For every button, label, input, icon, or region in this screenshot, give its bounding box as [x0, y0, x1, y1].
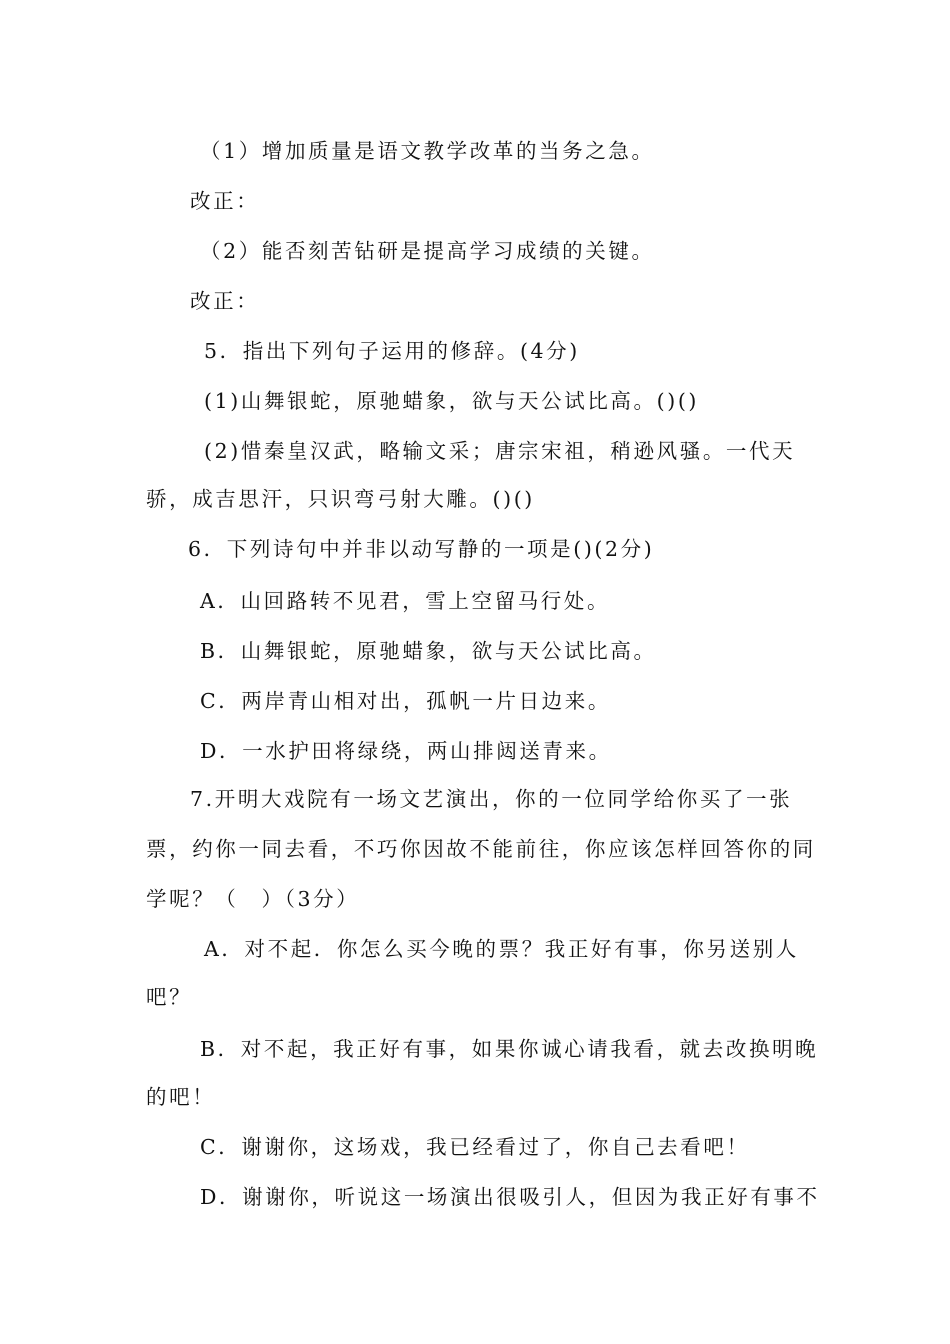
- q7-option-a-line-1: A．对不起．你怎么买今晚的票？我正好有事，你另送别人: [204, 937, 799, 961]
- q6-option-b: B．山舞银蛇，原驰蜡象，欲与天公试比高。: [200, 639, 657, 663]
- q7-line-3: 学呢？（ ）（3分）: [146, 887, 360, 911]
- q5-title: 5．指出下列句子运用的修辞。(4分): [204, 339, 580, 363]
- q7-option-a-line-2: 吧？: [146, 985, 193, 1009]
- q6-option-d: D．一水护田将绿绕，两山排闼送青来。: [200, 739, 612, 763]
- q5-item-2-line-1: (2)惜秦皇汉武，略输文采；唐宗宋祖，稍逊风骚。一代天: [204, 439, 796, 463]
- q7-option-d: D．谢谢你，听说这一场演出很吸引人，但因为我正好有事不: [200, 1185, 820, 1209]
- q7-option-b-line-2: 的吧！: [146, 1085, 216, 1109]
- q4-correction-2: 改正：: [190, 289, 260, 313]
- q4-correction-1: 改正：: [190, 189, 260, 213]
- q6-title: 6．下列诗句中并非以动写静的一项是()(2分): [188, 537, 655, 561]
- q6-option-a: A．山回路转不见君，雪上空留马行处。: [200, 589, 611, 613]
- q4-item-2: （2）能否刻苦钻研是提高学习成绩的关键。: [200, 239, 655, 263]
- q7-option-c: C．谢谢你，这场戏，我已经看过了，你自己去看吧！: [200, 1135, 750, 1159]
- q5-item-2-line-2: 骄，成吉思汗，只识弯弓射大雕。()(): [146, 487, 535, 511]
- q6-option-c: C．两岸青山相对出，孤帆一片日边来。: [200, 689, 611, 713]
- q4-item-1: （1）增加质量是语文教学改革的当务之急。: [200, 139, 655, 163]
- q7-line-1: 7.开明大戏院有一场文艺演出，你的一位同学给你买了一张: [190, 787, 793, 811]
- q7-option-b-line-1: B．对不起，我正好有事，如果你诚心请我看，就去改换明晚: [200, 1037, 819, 1061]
- q7-line-2: 票，约你一同去看，不巧你因故不能前往，你应该怎样回答你的同: [146, 837, 816, 861]
- q5-item-1: (1)山舞银蛇，原驰蜡象，欲与天公试比高。()(): [204, 389, 700, 413]
